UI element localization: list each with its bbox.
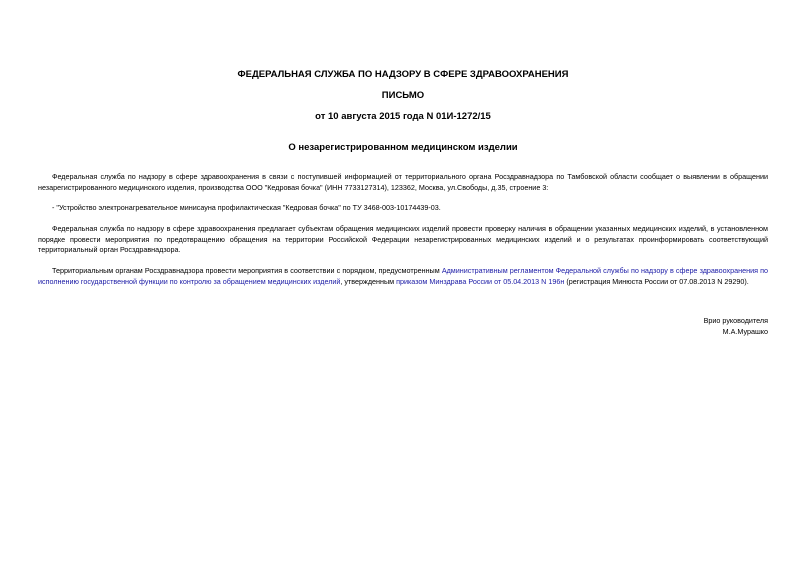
paragraph-4-text-mid: , утвержденным [340, 276, 397, 286]
regulation-link[interactable]: Административным регламентом Федеральной службы по надзору в сфере здравоохранения по исполнению государственной функции по контролю за обращением медицинских изделий [38, 266, 768, 286]
signature-name: М.А.Мурашко [722, 327, 768, 336]
order-link[interactable]: приказом Минздрава России от 05.04.2013 N 196н [396, 276, 565, 286]
agency-title: ФЕДЕРАЛЬНАЯ СЛУЖБА ПО НАДЗОРУ В СФЕРЕ ЗДРАВООХРАНЕНИЯ [237, 69, 569, 80]
paragraph-1: Федеральная служба по надзору в сфере здравоохранения в связи с поступившей информацией от территориального органа Росздравнадзора по Тамбовской области сообщает о выявлении в обращении незарегистрированного медицинского изделия, производства ООО "Кедровая бочка" (ИНН 7733127314), 123362, Москва, ул.Свободы, д.35, строение 3: [38, 172, 768, 192]
signature-position: Врио руководителя [703, 316, 768, 325]
paragraph-2: - "Устройство электронагревательное минисауна профилактическая "Кедровая бочка" по ТУ 3468-003-10174439-03. [52, 203, 441, 212]
paragraph-4-text-start: Территориальным органам Росздравнадзора провести мероприятия в соответствии с порядком, предусмотренным [52, 266, 442, 275]
document-subject: О незарегистрированном медицинском изделии [288, 142, 518, 153]
document-date-number: от 10 августа 2015 года N 01И-1272/15 [315, 111, 491, 122]
document-type: ПИСЬМО [381, 90, 425, 101]
paragraph-4-text-end: (регистрация Минюста России от 07.08.2013 N 29290). [564, 276, 749, 286]
paragraph-3: Федеральная служба по надзору в сфере здравоохранения предлагает субъектам обращения медицинских изделий провести проверку наличия в обращении указанных медицинских изделий, в установленном порядке провести мероприятия по предотвращению обращения на территории Российской Федерации незарегистрированных медицинских изделий и о результатах проинформировать соответствующий территориальный орган Росздравнадзора. [38, 224, 768, 254]
paragraph-4 [38, 266, 768, 287]
